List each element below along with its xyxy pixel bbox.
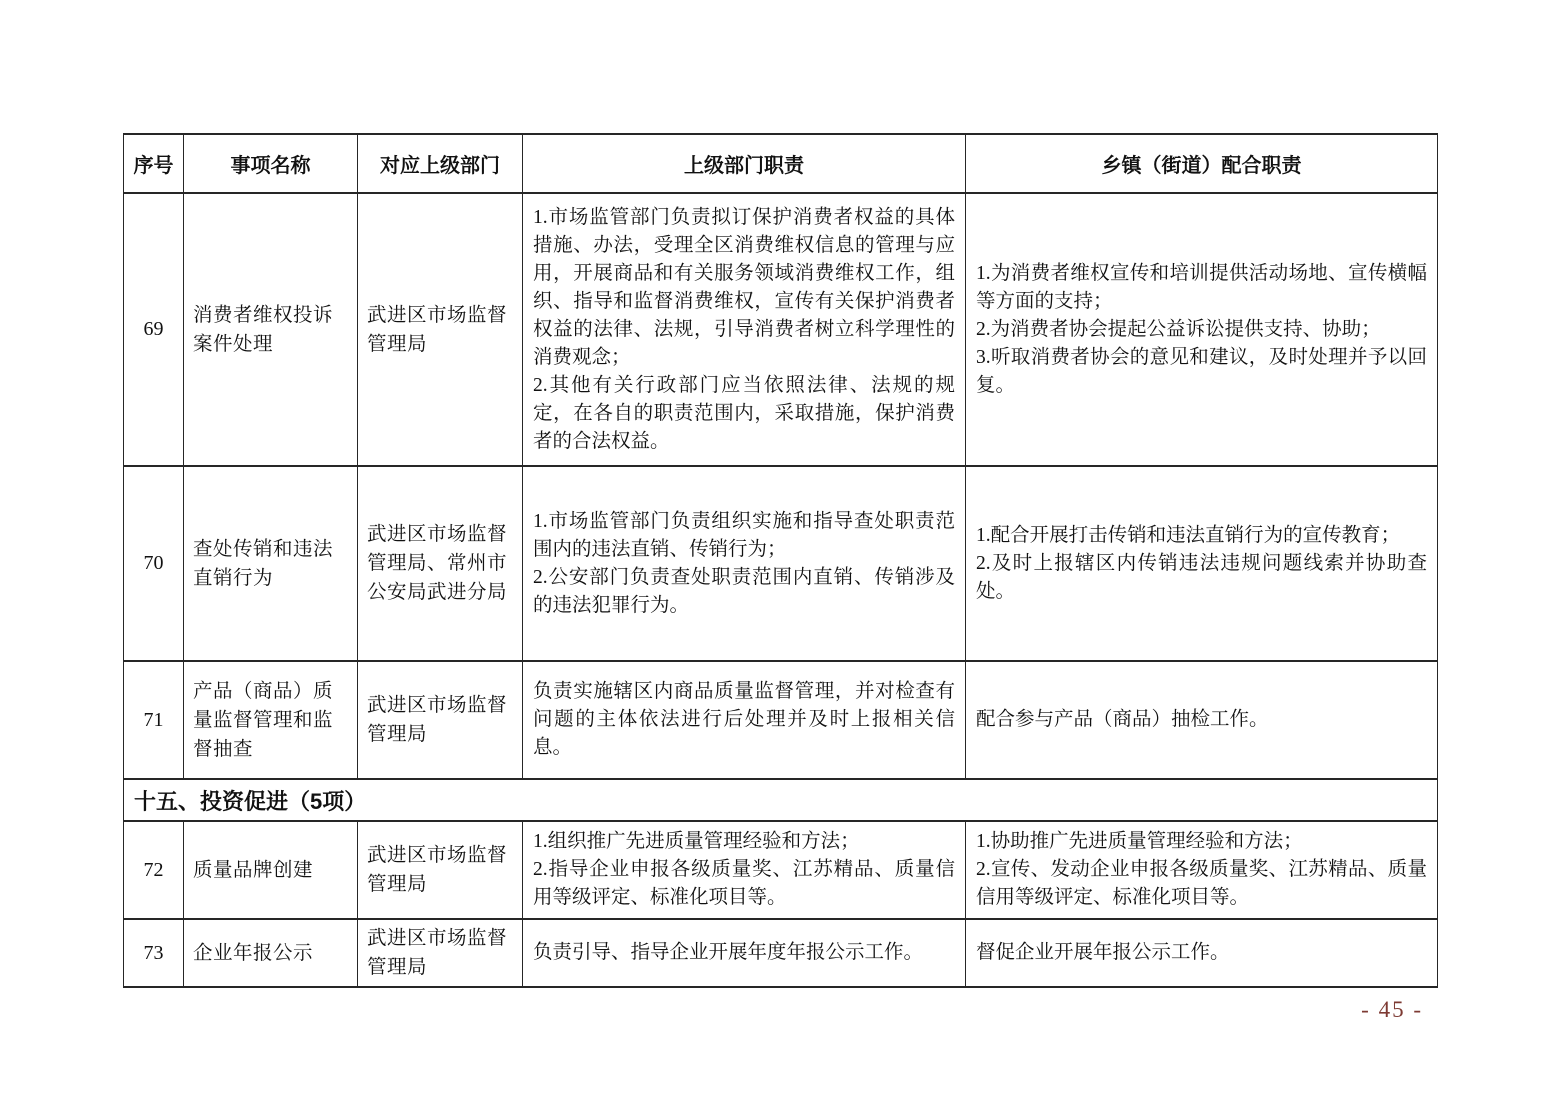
col-header-item-name: 事项名称 (184, 134, 358, 193)
row-69-item-name: 消费者维权投诉案件处理 (184, 193, 358, 466)
row-72-township-duty (966, 821, 1438, 919)
table-row-73 (124, 919, 1438, 987)
duty-text-line: 2.宣传、发动企业申报各级质量奖、江苏精品、质量信用等级评定、标准化项目等。 (976, 859, 1427, 908)
row-71-item-name: 产品（商品）质量监督管理和监督抽查 (184, 661, 358, 779)
table-row-69 (124, 193, 1438, 466)
table-row-70 (124, 466, 1438, 661)
duty-text-line: 1.市场监管部门负责组织实施和指导查处职责范围内的违法直销、传销行为； (533, 510, 955, 560)
row-70-superior-duty (523, 466, 966, 661)
duty-table (123, 133, 1438, 988)
duty-text-line: 负责实施辖区内商品质量监督管理，并对检查有问题的主体依法进行后处理并及时上报相关信息。 (533, 681, 955, 758)
duty-text-line: 2.为消费者协会提起公益诉讼提供支持、协助； (976, 318, 1381, 340)
duty-text-line: 1.为消费者维权宣传和培训提供活动场地、宣传横幅等方面的支持； (976, 262, 1427, 312)
duty-text-line: 3.听取消费者协会的意见和建议，及时处理并予以回复。 (976, 346, 1427, 396)
duty-text-line: 1.市场监管部门负责拟订保护消费者权益的具体措施、办法，受理全区消费维权信息的管理与应用，开展商品和有关服务领域消费维权工作，组织、指导和监督消费维权，宣传有关保护消费者权益的法律、法规，引导消费者树立科学理性的消费观念； (533, 206, 955, 368)
col-header-superior-department: 对应上级部门 (358, 134, 523, 193)
row-69-township-duty (966, 193, 1438, 466)
row-69-superior-duty (523, 193, 966, 466)
row-70-item-name: 查处传销和违法直销行为 (184, 466, 358, 661)
row-73-item-name: 企业年报公示 (184, 919, 358, 987)
row-73-department: 武进区市场监督管理局 (358, 919, 523, 987)
section-header-label: 十五、投资促进（5项） (124, 779, 1438, 821)
row-72-superior-duty (523, 821, 966, 919)
row-70-seq: 70 (124, 466, 184, 661)
table-row-71 (124, 661, 1438, 779)
page-number: - 45 - (1361, 997, 1423, 1022)
row-72-item-name: 质量品牌创建 (184, 821, 358, 919)
duty-text-line: 2.指导企业申报各级质量奖、江苏精品、质量信用等级评定、标准化项目等。 (533, 859, 955, 908)
col-header-superior-duty: 上级部门职责 (523, 134, 966, 193)
section-header-row (124, 779, 1438, 821)
duty-text-line: 1.协助推广先进质量管理经验和方法； (976, 831, 1303, 852)
duty-text-line: 2.公安部门负责查处职责范围内直销、传销涉及的违法犯罪行为。 (533, 566, 955, 616)
row-71-seq: 71 (124, 661, 184, 779)
row-69-seq: 69 (124, 193, 184, 466)
duty-text-line: 1.组织推广先进质量管理经验和方法； (533, 831, 860, 852)
row-73-township-duty (966, 919, 1438, 987)
duty-text-line: 2.及时上报辖区内传销违法违规问题线索并协助查处。 (976, 552, 1427, 602)
row-69-department: 武进区市场监督管理局 (358, 193, 523, 466)
duty-text-line: 负责引导、指导企业开展年度年报公示工作。 (533, 942, 924, 963)
duty-text-line: 配合参与产品（商品）抽检工作。 (976, 709, 1269, 730)
table-row-72 (124, 821, 1438, 919)
duty-text-line: 督促企业开展年报公示工作。 (976, 942, 1230, 963)
row-71-department: 武进区市场监督管理局 (358, 661, 523, 779)
duty-text-line: 1.配合开展打击传销和违法直销行为的宣传教育； (976, 524, 1401, 546)
row-73-superior-duty (523, 919, 966, 987)
table-header-row (124, 134, 1438, 193)
row-72-department: 武进区市场监督管理局 (358, 821, 523, 919)
row-71-township-duty (966, 661, 1438, 779)
col-header-seq: 序号 (124, 134, 184, 193)
row-71-superior-duty (523, 661, 966, 779)
duty-text-line: 2.其他有关行政部门应当依照法律、法规的规定，在各自的职责范围内，采取措施，保护消费者的合法权益。 (533, 374, 955, 452)
row-73-seq: 73 (124, 919, 184, 987)
row-70-township-duty (966, 466, 1438, 661)
row-70-department: 武进区市场监督管理局、常州市公安局武进分局 (358, 466, 523, 661)
col-header-township-duty: 乡镇（街道）配合职责 (966, 134, 1438, 193)
row-72-seq: 72 (124, 821, 184, 919)
